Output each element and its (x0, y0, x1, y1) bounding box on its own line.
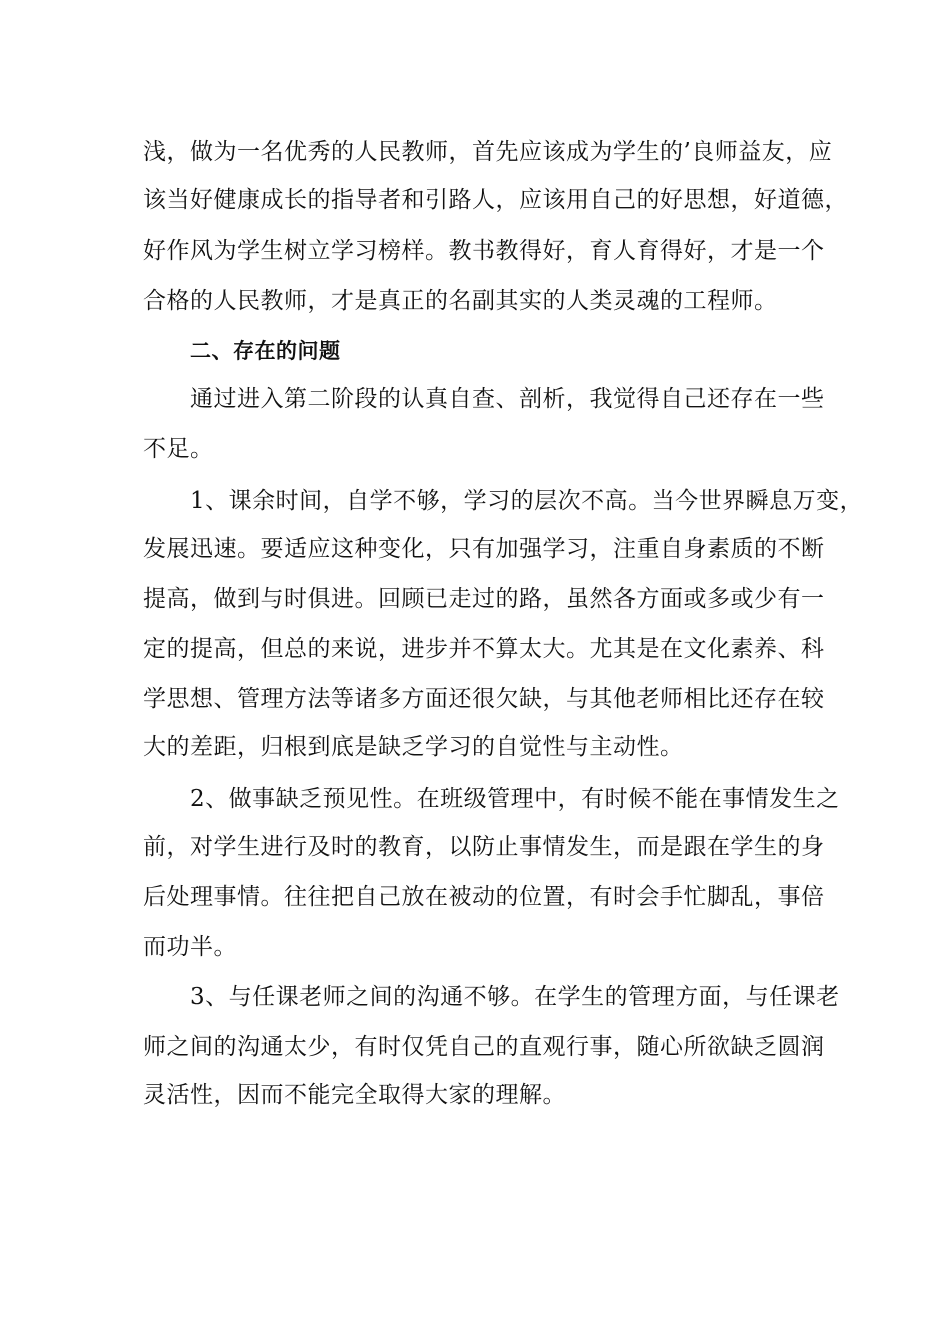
list-item-line: 后处理事情。往往把自己放在被动的位置，有时会手忙脚乱，事倍 (143, 884, 825, 910)
paragraph-line: 不足。 (143, 436, 214, 462)
list-item-line: 师之间的沟通太少，有时仅凭自己的直观行事，随心所欲缺乏圆润 (143, 1034, 825, 1060)
list-item-line: 而功半。 (143, 934, 237, 960)
list-item-line: 提高，做到与时俱进。回顾已走过的路，虽然各方面或多或少有一 (143, 586, 825, 612)
list-item-line: 定的提高，但总的来说，进步并不算太大。尤其是在文化素养、科 (143, 636, 825, 662)
paragraph-line: 该当好健康成长的指导者和引路人，应该用自己的好思想，好道德， (143, 187, 848, 213)
paragraph-line: 通过进入第二阶段的认真自查、剖析，我觉得自己还存在一些 (190, 386, 825, 412)
paragraph-line: 浅，做为一名优秀的人民教师，首先应该成为学生的’良师益友，应 (143, 139, 833, 165)
paragraph-line: 好作风为学生树立学习榜样。教书教得好，育人育得好，才是一个 (143, 238, 825, 264)
list-item-line: 1、课余时间，自学不够，学习的层次不高。当今世界瞬息万变， (190, 488, 864, 514)
list-item-line: 2、做事缺乏预见性。在班级管理中，有时候不能在事情发生之 (190, 786, 840, 812)
list-item-line: 前，对学生进行及时的教育，以防止事情发生，而是跟在学生的身 (143, 834, 825, 860)
list-item-line: 大的差距，归根到底是缺乏学习的自觉性与主动性。 (143, 734, 684, 760)
list-item-line: 3、与任课老师之间的沟通不够。在学生的管理方面，与任课老 (190, 984, 840, 1010)
paragraph-line: 合格的人民教师，才是真正的名副其实的人类灵魂的工程师。 (143, 288, 778, 314)
list-item-line: 学思想、管理方法等诸多方面还很欠缺，与其他老师相比还存在较 (143, 686, 825, 712)
list-item-line: 发展迅速。要适应这种变化，只有加强学习，注重自身素质的不断 (143, 536, 825, 562)
list-item-line: 灵活性，因而不能完全取得大家的理解。 (143, 1082, 566, 1108)
section-heading: 二、存在的问题 (190, 339, 341, 363)
